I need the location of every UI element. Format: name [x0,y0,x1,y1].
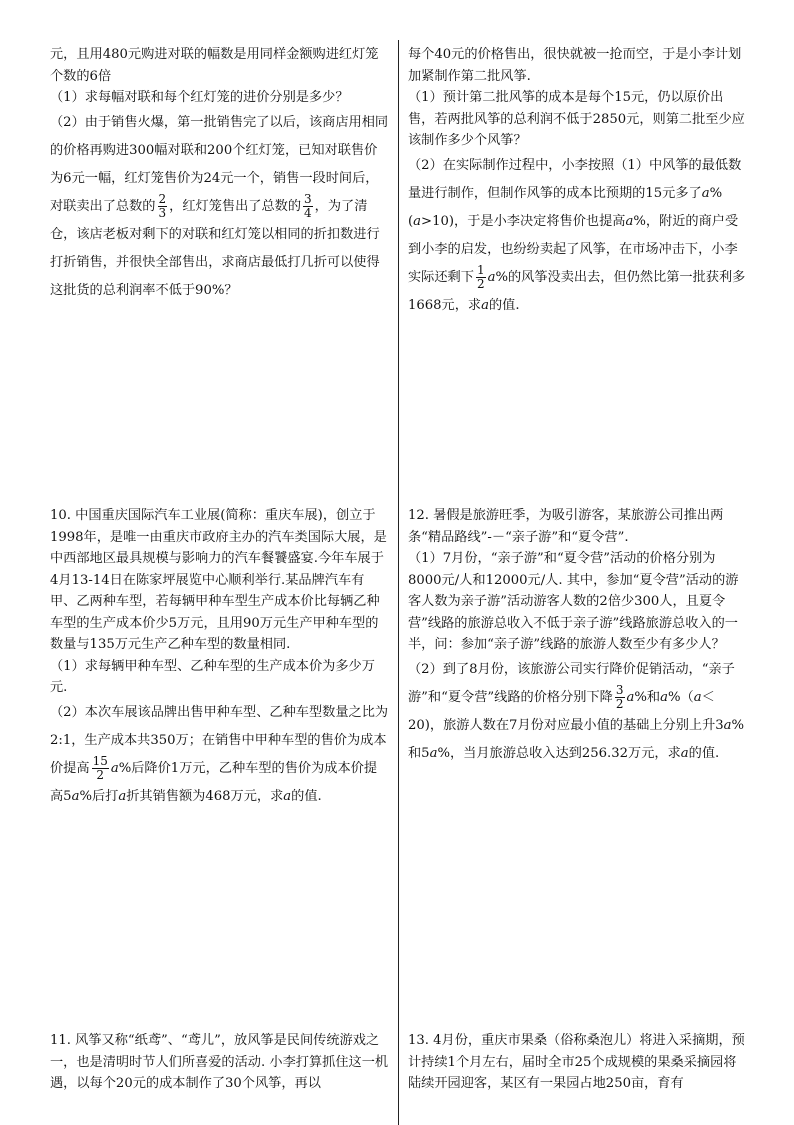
q9-part2-text-c: ，为了清仓，该店老板对剩下的对联和红灯笼以相同的折扣数进行打折销售，并很快全部售出，求商店最低打几折可以使得这批货的总利润率不低于90%？ [50,198,380,298]
q11-stem: 11. 风筝又称“纸鸢”、“鸢儿”，放风筝是民间传统游戏之一，也是清明时节人们所喜爱的活动. 小李打算抓住这一机遇，以每个20元的成本制作了30个风筝，再以 [50,1033,389,1091]
fraction-3-2: $\frac{3}{2}$ [615,682,624,711]
q10-stem: 10. 中国重庆国际汽车工业展(简称：重庆车展)，创立于1998年，是唯一由重庆市政府主办的汽车类国际大展，是中西部地区最具规模与影响力的汽车餐饕盛宴.今年车展于4月13-14日在陈家坪展览中心顺利举行.某品牌汽车有甲、乙两种车型，若每辆甲种车型生产成本价比每辆乙种车型的生产成本价少5万元，且用90万元生产甲种车型的数量与135万元生产乙种车型的数量相同. [50,508,387,652]
q11-part2: （2）在实际制作过程中，小李按照（1）中风筝的最低数量进行制作，但制作风筝的成本比预期的15元多了a%(a>10)，于是小李决定将售价也提高a%，附近的商户受到小李的启发，也纷纷卖起了风筝，在市场冲击下，小李实际还剩下 $\frac{1}{2}$ a%的风筝没卖出去，但仍然比第一批获利多1668元，求a的值. [408,157,746,313]
question-12 [408,505,748,768]
question-11 [50,1030,390,1095]
q11-cont-intro: 每个40元的价格售出，很快就被一抢而空，于是小李计划加紧制作第二批风筝. [408,47,742,84]
question-13 [408,1030,748,1095]
q10-part2: （2）本次车展该品牌出售甲种车型、乙种车型数量之比为2:1，生产成本共350万；在销售中甲种车型的售价为成本价提高 $\frac{15}{2}$ a%后降价1万元，乙种车型的售价为成本价提高5a%后打a折其销售额为468万元，求a的值. [50,704,389,804]
question-10 [50,505,390,811]
q11-continuation [408,44,748,320]
q12-part1: （1）7月份，“亲子游”和“夏令营”活动的价格分别为8000元/人和12000元/人. 其中，参加“夏令营”活动的游客人数为亲子游”活动游客人数的2倍少300人，且夏令营”线路的旅游总收入不低于亲子游”线路旅游总收入的一半，问：参加“亲子游”线路的旅游人数至少有多少人？ [408,551,739,652]
q9-continuation [50,44,390,305]
column-divider [398,40,399,1125]
q9-part2-text-b: ，红灯笼售出了总数的 [169,198,302,214]
fraction-15-2: $\frac{15}{2}$ [92,753,108,782]
q9-intro: 元，且用480元购进对联的幅数是用同样金额购进红灯笼个数的6倍 [50,47,379,84]
q12-part2: （2）到了8月份，该旅游公司实行降价促销活动，“亲子游”和“夏令营”线路的价格分别下降 $\frac{3}{2}$ a%和a%（a＜20)，旅游人数在7月份对应最小值的基础上分别上升3a%和5a%，当月旅游总收入达到256.32万元，求a的值. [408,661,745,761]
fraction-3-4: $\frac{3}{4}$ [304,191,312,220]
q10-part1: （1）求每辆甲种车型、乙种车型的生产成本价为多少万元. [50,658,375,695]
fraction-1-2: $\frac{1}{2}$ [476,262,485,291]
q13-stem: 13. 4月份，重庆市果桑（俗称桑泡儿）将进入采摘期，预计持续1个月左右，届时全市25个成规模的果桑采摘园将陆续开园迎客，某区有一果园占地250亩，育有 [408,1033,745,1091]
fraction-2-3: $\frac{2}{3}$ [158,191,167,220]
q9-part2 [50,109,390,305]
q11-part1: （1）预计第二批风筝的成本是每个15元，仍以原价出售，若两批风筝的总利润不低于2850元，则第二批至少应该制作多少个风筝？ [408,90,745,148]
q9-part2-text-a: （2）由于销售火爆，第一批销售完了以后，该商店用相同的价格再购进300幅对联和200个红灯笼，已知对联售价为6元一幅，红灯笼售价为24元一个，销售一段时间后，对联卖出了总数的 [50,114,389,214]
q9-part1: （1）求每幅对联和每个红灯笼的进价分别是多少？ [50,90,349,105]
q12-stem: 12. 暑假是旅游旺季，为吸引游客，某旅游公司推出两条“精品路线”-－“亲子游”和“夏令营”. [408,508,724,545]
